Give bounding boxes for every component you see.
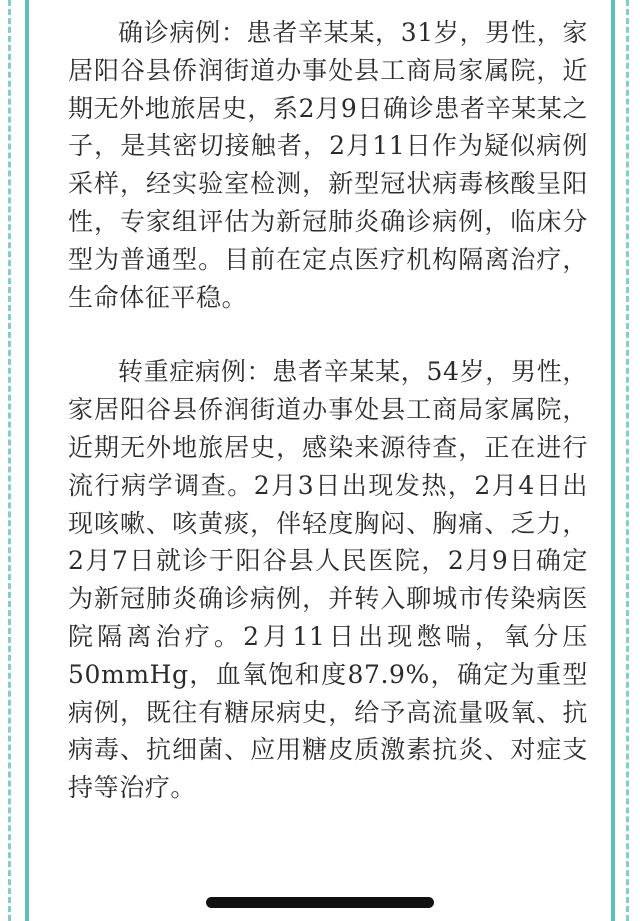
paragraph-confirmed-case: 确诊病例：患者辛某某，31岁，男性，家居阳谷县侨润街道办事处县工商局家属院，近期无外地旅居史，系2月9日确诊患者辛某某之子，是其密切接触者，2月11日作为疑似病例采样，经实验室检测，新型冠状病毒核酸呈阳性，专家组评估为新冠肺炎确诊病例，临床分型为普通型。目前在定点医疗机构隔离治疗，生命体征平稳。 [68, 18, 588, 312]
paragraph-severe-case: 转重症病例：患者辛某某，54岁，男性，家居阳谷县侨润街道办事处县工商局家属院，近期无外地旅居史，感染来源待查，正在进行流行病学调查。2月3日出现发热，2月4日出现咳嗽、咳黄痰，伴轻度胸闷、胸痛、乏力，2月7日就诊于阳谷县人民医院，2月9日确定为新冠肺炎确诊病例，并转入聊城市传染病医院隔离治疗。2月11日出现憋喘，氧分压50mmHg，血氧饱和度87.9%，确定为重型病例，既往有糖尿病史，给予高流量吸氧、抗病毒、抗细菌、应用糖皮质激素抗炎、对症支持等治疗。 [68, 357, 588, 803]
right-dashed-line [626, 0, 629, 921]
right-solid-rail [611, 0, 615, 921]
left-dashed-line [8, 0, 11, 921]
left-solid-rail [25, 0, 29, 921]
right-decorative-border [600, 0, 640, 921]
home-indicator-bar[interactable] [206, 897, 434, 908]
left-decorative-border [0, 0, 40, 921]
article-body [68, 14, 588, 807]
